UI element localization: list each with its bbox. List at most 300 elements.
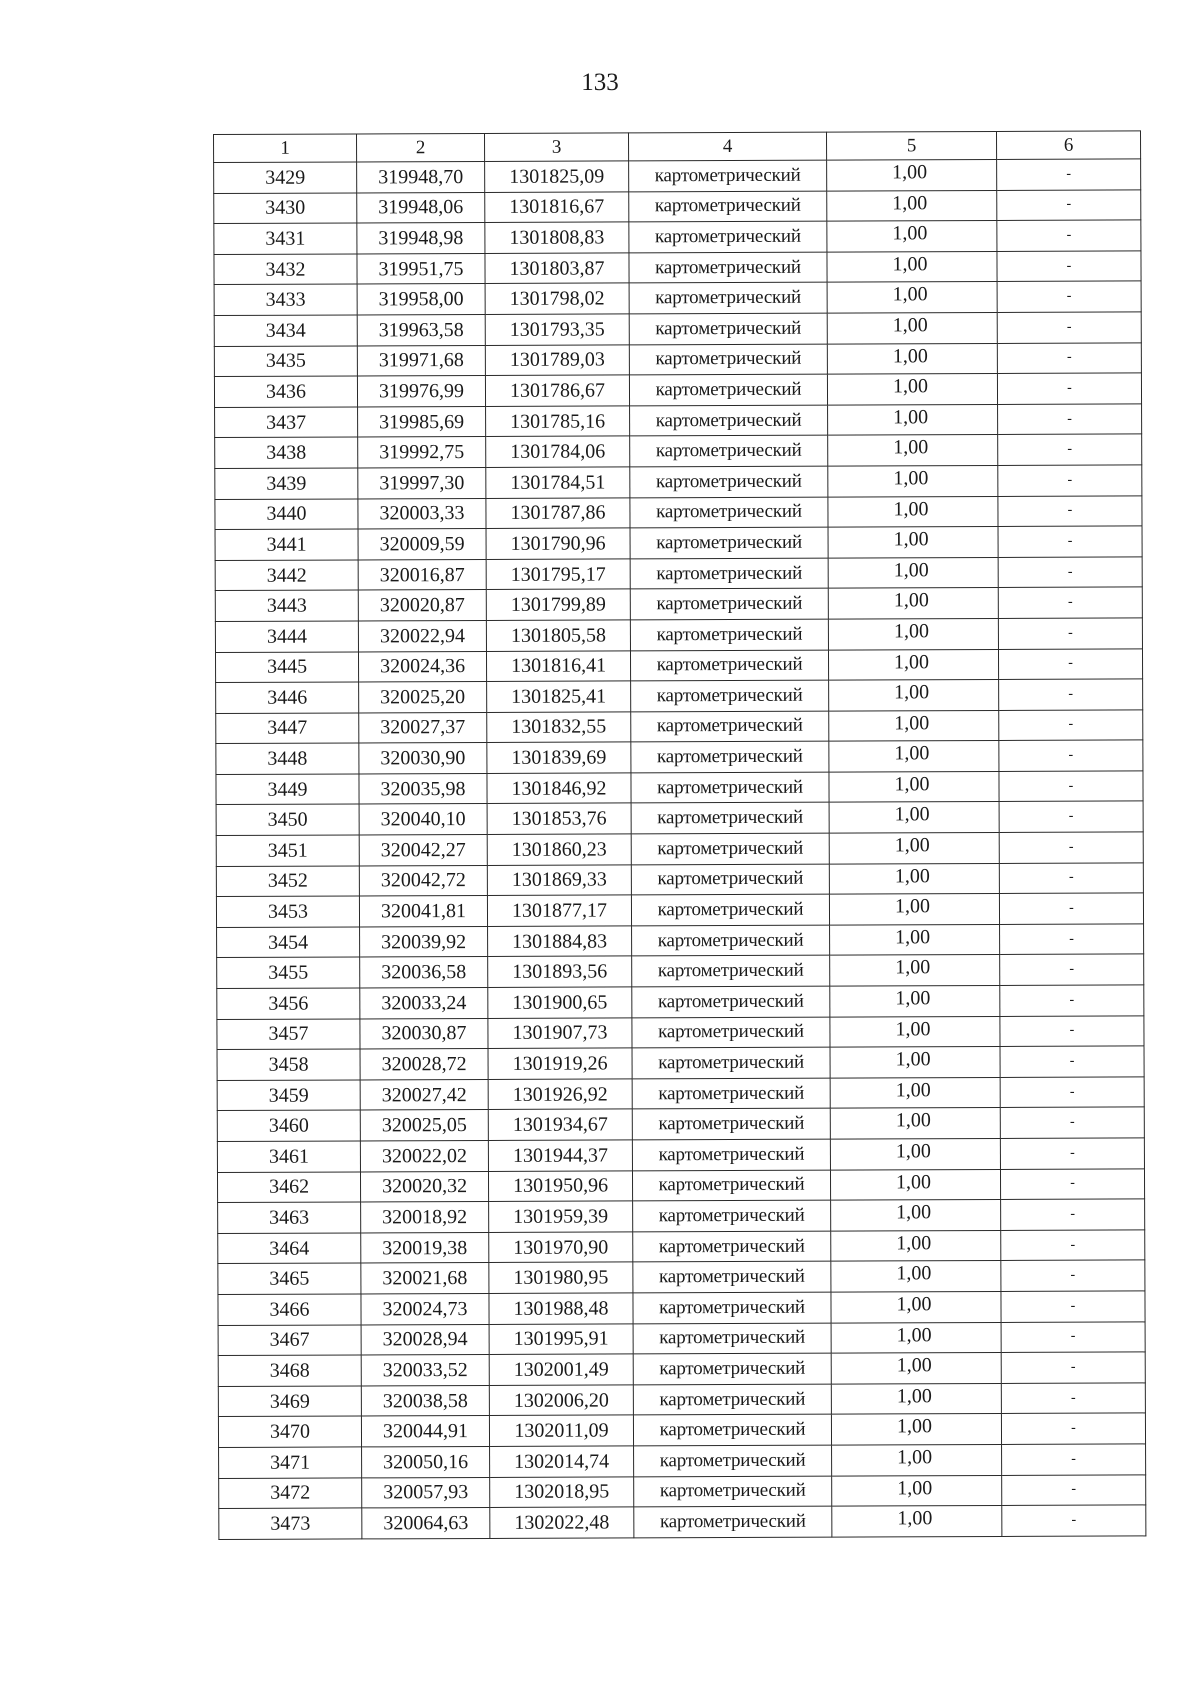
description-cell: - xyxy=(1000,1077,1144,1108)
description-cell: - xyxy=(998,648,1142,679)
table-row xyxy=(216,740,1143,774)
point-number-cell: 3440 xyxy=(215,498,358,529)
method-cell: картометрический xyxy=(630,650,828,681)
accuracy-cell: 1,00 xyxy=(831,1383,1001,1414)
description-cell: - xyxy=(999,710,1143,741)
method-cell: картометрический xyxy=(629,313,827,344)
accuracy-cell: 1,00 xyxy=(827,343,997,374)
x-coordinate-cell: 320030,90 xyxy=(359,743,487,774)
table-row xyxy=(218,1199,1145,1233)
y-coordinate-cell: 1301853,76 xyxy=(487,803,631,834)
x-coordinate-cell: 319985,69 xyxy=(358,406,486,437)
method-cell: картометрический xyxy=(633,1231,831,1262)
table-row xyxy=(216,710,1143,744)
x-coordinate-cell: 320039,92 xyxy=(360,926,488,957)
description-cell: - xyxy=(1001,1260,1145,1291)
point-number-cell: 3465 xyxy=(218,1263,361,1294)
x-coordinate-cell: 320024,73 xyxy=(361,1293,489,1324)
accuracy-cell: 1,00 xyxy=(830,1169,1000,1200)
table-row xyxy=(217,1138,1144,1172)
accuracy-cell: 1,00 xyxy=(830,955,1000,986)
method-cell: картометрический xyxy=(629,221,827,252)
accuracy-cell: 1,00 xyxy=(828,435,998,466)
coordinates-table xyxy=(213,130,1146,1539)
table-row xyxy=(218,1321,1145,1355)
x-coordinate-cell: 320030,87 xyxy=(360,1018,488,1049)
y-coordinate-cell: 1301816,41 xyxy=(486,650,630,681)
x-coordinate-cell: 319951,75 xyxy=(357,253,485,284)
accuracy-cell: 1,00 xyxy=(831,1291,1001,1322)
column-header-1: 1 xyxy=(214,134,357,163)
y-coordinate-cell: 1301846,92 xyxy=(487,773,631,804)
accuracy-cell: 1,00 xyxy=(827,159,997,190)
x-coordinate-cell: 320057,93 xyxy=(362,1477,490,1508)
point-number-cell: 3470 xyxy=(218,1416,361,1447)
point-number-cell: 3436 xyxy=(214,376,357,407)
y-coordinate-cell: 1302022,48 xyxy=(490,1507,634,1538)
y-coordinate-cell: 1301877,17 xyxy=(487,895,631,926)
accuracy-cell: 1,00 xyxy=(827,190,997,221)
x-coordinate-cell: 320038,58 xyxy=(361,1385,489,1416)
method-cell: картометрический xyxy=(631,833,829,864)
method-cell: картометрический xyxy=(632,1047,830,1078)
y-coordinate-cell: 1301787,86 xyxy=(486,497,630,528)
method-cell: картометрический xyxy=(634,1506,832,1537)
x-coordinate-cell: 320027,42 xyxy=(360,1079,488,1110)
method-cell: картометрический xyxy=(631,803,829,834)
x-coordinate-cell: 319958,00 xyxy=(357,284,485,315)
y-coordinate-cell: 1301950,96 xyxy=(488,1170,632,1201)
y-coordinate-cell: 1301799,89 xyxy=(486,589,630,620)
y-coordinate-cell: 1301860,23 xyxy=(487,834,631,865)
method-cell: картометрический xyxy=(633,1292,831,1323)
method-cell: картометрический xyxy=(630,527,828,558)
table-row xyxy=(216,679,1143,713)
table-row xyxy=(217,1169,1144,1203)
description-cell: - xyxy=(998,587,1142,618)
x-coordinate-cell: 319976,99 xyxy=(357,376,485,407)
description-cell: - xyxy=(1001,1199,1145,1230)
y-coordinate-cell: 1301869,33 xyxy=(487,865,631,896)
point-number-cell: 3445 xyxy=(215,651,358,682)
description-cell: - xyxy=(997,281,1141,312)
x-coordinate-cell: 320027,37 xyxy=(359,712,487,743)
description-cell: - xyxy=(999,740,1143,771)
table-row xyxy=(215,526,1142,560)
point-number-cell: 3469 xyxy=(218,1386,361,1417)
table-row xyxy=(217,924,1144,958)
y-coordinate-cell: 1301803,87 xyxy=(485,253,629,284)
y-coordinate-cell: 1301808,83 xyxy=(485,222,629,253)
y-coordinate-cell: 1302001,49 xyxy=(489,1354,633,1385)
y-coordinate-cell: 1301919,26 xyxy=(488,1048,632,1079)
description-cell: - xyxy=(1001,1321,1145,1352)
method-cell: картометрический xyxy=(630,619,828,650)
method-cell: картометрический xyxy=(630,497,828,528)
method-cell: картометрический xyxy=(630,588,828,619)
accuracy-cell: 1,00 xyxy=(831,1261,1001,1292)
description-cell: - xyxy=(1002,1474,1146,1505)
method-cell: картометрический xyxy=(630,558,828,589)
x-coordinate-cell: 320020,87 xyxy=(358,590,486,621)
x-coordinate-cell: 319948,06 xyxy=(357,192,485,223)
x-coordinate-cell: 320028,72 xyxy=(360,1049,488,1080)
x-coordinate-cell: 320019,38 xyxy=(361,1232,489,1263)
table-row xyxy=(219,1444,1146,1478)
y-coordinate-cell: 1301959,39 xyxy=(489,1201,633,1232)
x-coordinate-cell: 319948,98 xyxy=(357,223,485,254)
accuracy-cell: 1,00 xyxy=(829,710,999,741)
accuracy-cell: 1,00 xyxy=(830,1047,1000,1078)
table-row xyxy=(215,648,1142,682)
y-coordinate-cell: 1302011,09 xyxy=(489,1415,633,1446)
x-coordinate-cell: 320041,81 xyxy=(359,896,487,927)
y-coordinate-cell: 1302006,20 xyxy=(489,1385,633,1416)
table-row xyxy=(214,281,1141,315)
method-cell: картометрический xyxy=(633,1200,831,1231)
x-coordinate-cell: 319992,75 xyxy=(358,437,486,468)
x-coordinate-cell: 320016,87 xyxy=(358,559,486,590)
table-row xyxy=(217,985,1144,1019)
y-coordinate-cell: 1301825,41 xyxy=(487,681,631,712)
method-cell: картометрический xyxy=(631,864,829,895)
description-cell: - xyxy=(1000,924,1144,955)
point-number-cell: 3461 xyxy=(217,1141,360,1172)
description-cell: - xyxy=(998,557,1142,588)
method-cell: картометрический xyxy=(632,1078,830,1109)
table-row xyxy=(216,771,1143,805)
point-number-cell: 3431 xyxy=(214,223,357,254)
description-cell: - xyxy=(997,220,1141,251)
method-cell: картометрический xyxy=(634,1445,832,1476)
table-row xyxy=(215,557,1142,591)
table-row xyxy=(214,159,1141,193)
x-coordinate-cell: 320020,32 xyxy=(360,1171,488,1202)
point-number-cell: 3446 xyxy=(216,682,359,713)
point-number-cell: 3443 xyxy=(215,590,358,621)
y-coordinate-cell: 1301816,67 xyxy=(485,191,629,222)
description-cell: - xyxy=(1000,1046,1144,1077)
x-coordinate-cell: 320024,36 xyxy=(358,651,486,682)
y-coordinate-cell: 1301789,03 xyxy=(485,344,629,375)
description-cell: - xyxy=(1000,1016,1144,1047)
point-number-cell: 3452 xyxy=(216,866,359,897)
accuracy-cell: 1,00 xyxy=(830,986,1000,1017)
point-number-cell: 3457 xyxy=(217,1019,360,1050)
y-coordinate-cell: 1301790,96 xyxy=(486,528,630,559)
description-cell: - xyxy=(998,465,1142,496)
point-number-cell: 3437 xyxy=(215,407,358,438)
description-cell: - xyxy=(998,618,1142,649)
table-body xyxy=(214,159,1146,1539)
description-cell: - xyxy=(997,312,1141,343)
method-cell: картометрический xyxy=(631,772,829,803)
method-cell: картометрический xyxy=(630,435,828,466)
x-coordinate-cell: 319997,30 xyxy=(358,467,486,498)
description-cell: - xyxy=(998,404,1142,435)
description-cell: - xyxy=(1002,1505,1146,1536)
description-cell: - xyxy=(997,251,1141,282)
description-cell: - xyxy=(999,801,1143,832)
table-row xyxy=(218,1260,1145,1294)
description-cell: - xyxy=(1001,1383,1145,1414)
point-number-cell: 3455 xyxy=(217,957,360,988)
table-row xyxy=(216,863,1143,897)
point-number-cell: 3429 xyxy=(214,162,357,193)
accuracy-cell: 1,00 xyxy=(832,1475,1002,1506)
y-coordinate-cell: 1302014,74 xyxy=(490,1446,634,1477)
table-row xyxy=(214,251,1141,285)
table-row xyxy=(217,1016,1144,1050)
accuracy-cell: 1,00 xyxy=(829,741,999,772)
x-coordinate-cell: 320042,27 xyxy=(359,835,487,866)
description-cell: - xyxy=(1000,1107,1144,1138)
y-coordinate-cell: 1301784,06 xyxy=(486,436,630,467)
method-cell: картометрический xyxy=(629,283,827,314)
y-coordinate-cell: 1301784,51 xyxy=(486,467,630,498)
method-cell: картометрический xyxy=(633,1262,831,1293)
accuracy-cell: 1,00 xyxy=(829,833,999,864)
accuracy-cell: 1,00 xyxy=(827,221,997,252)
column-header-4: 4 xyxy=(628,132,826,161)
point-number-cell: 3447 xyxy=(216,713,359,744)
accuracy-cell: 1,00 xyxy=(829,802,999,833)
table-row xyxy=(218,1230,1145,1264)
y-coordinate-cell: 1301884,83 xyxy=(488,926,632,957)
column-header-6: 6 xyxy=(996,131,1140,160)
description-cell: - xyxy=(1000,1169,1144,1200)
table-row xyxy=(215,404,1142,438)
y-coordinate-cell: 1301900,65 xyxy=(488,987,632,1018)
point-number-cell: 3462 xyxy=(217,1172,360,1203)
y-coordinate-cell: 1301795,17 xyxy=(486,559,630,590)
method-cell: картометрический xyxy=(632,956,830,987)
accuracy-cell: 1,00 xyxy=(828,404,998,435)
point-number-cell: 3439 xyxy=(215,468,358,499)
table-row xyxy=(217,1046,1144,1080)
x-coordinate-cell: 320042,72 xyxy=(359,865,487,896)
accuracy-cell: 1,00 xyxy=(831,1414,1001,1445)
y-coordinate-cell: 1301988,48 xyxy=(489,1293,633,1324)
x-coordinate-cell: 319963,58 xyxy=(357,314,485,345)
method-cell: картометрический xyxy=(632,1017,830,1048)
description-cell: - xyxy=(997,159,1141,190)
table-row xyxy=(215,495,1142,529)
point-number-cell: 3444 xyxy=(215,621,358,652)
description-cell: - xyxy=(997,373,1141,404)
accuracy-cell: 1,00 xyxy=(831,1200,1001,1231)
table-row xyxy=(215,618,1142,652)
point-number-cell: 3448 xyxy=(216,743,359,774)
x-coordinate-cell: 320021,68 xyxy=(361,1263,489,1294)
y-coordinate-cell: 1302018,95 xyxy=(490,1476,634,1507)
accuracy-cell: 1,00 xyxy=(832,1444,1002,1475)
point-number-cell: 3471 xyxy=(219,1447,362,1478)
table-row xyxy=(214,342,1141,376)
x-coordinate-cell: 320050,16 xyxy=(362,1446,490,1477)
accuracy-cell: 1,00 xyxy=(828,649,998,680)
point-number-cell: 3434 xyxy=(214,315,357,346)
point-number-cell: 3464 xyxy=(218,1233,361,1264)
table-row xyxy=(217,1107,1144,1141)
accuracy-cell: 1,00 xyxy=(830,924,1000,955)
table-row xyxy=(216,893,1143,927)
point-number-cell: 3456 xyxy=(217,988,360,1019)
table-row xyxy=(214,312,1141,346)
page-number: 133 xyxy=(581,69,619,96)
y-coordinate-cell: 1301785,16 xyxy=(486,406,630,437)
point-number-cell: 3435 xyxy=(214,346,357,377)
table-row xyxy=(215,434,1142,468)
point-number-cell: 3453 xyxy=(216,896,359,927)
method-cell: картометрический xyxy=(634,1476,832,1507)
accuracy-cell: 1,00 xyxy=(828,618,998,649)
table-row xyxy=(218,1352,1145,1386)
x-coordinate-cell: 320028,94 xyxy=(361,1324,489,1355)
point-number-cell: 3467 xyxy=(218,1325,361,1356)
y-coordinate-cell: 1301980,95 xyxy=(489,1262,633,1293)
method-cell: картометрический xyxy=(632,1139,830,1170)
point-number-cell: 3460 xyxy=(217,1110,360,1141)
table-row xyxy=(218,1291,1145,1325)
method-cell: картометрический xyxy=(630,466,828,497)
accuracy-cell: 1,00 xyxy=(832,1506,1002,1537)
accuracy-cell: 1,00 xyxy=(830,1077,1000,1108)
method-cell: картометрический xyxy=(629,252,827,283)
method-cell: картометрический xyxy=(632,925,830,956)
description-cell: - xyxy=(1000,985,1144,1016)
accuracy-cell: 1,00 xyxy=(829,680,999,711)
point-number-cell: 3451 xyxy=(216,835,359,866)
y-coordinate-cell: 1301825,09 xyxy=(485,161,629,192)
accuracy-cell: 1,00 xyxy=(829,863,999,894)
accuracy-cell: 1,00 xyxy=(828,465,998,496)
x-coordinate-cell: 320018,92 xyxy=(361,1202,489,1233)
table-row xyxy=(215,465,1142,499)
method-cell: картометрический xyxy=(629,191,827,222)
point-number-cell: 3438 xyxy=(215,437,358,468)
table-row xyxy=(218,1413,1145,1447)
description-cell: - xyxy=(1002,1444,1146,1475)
table-row xyxy=(214,220,1141,254)
accuracy-cell: 1,00 xyxy=(829,894,999,925)
accuracy-cell: 1,00 xyxy=(830,1016,1000,1047)
point-number-cell: 3458 xyxy=(217,1049,360,1080)
point-number-cell: 3472 xyxy=(219,1477,362,1508)
accuracy-cell: 1,00 xyxy=(828,496,998,527)
point-number-cell: 3450 xyxy=(216,804,359,835)
x-coordinate-cell: 320033,24 xyxy=(360,987,488,1018)
method-cell: картометрический xyxy=(633,1353,831,1384)
y-coordinate-cell: 1301944,37 xyxy=(488,1140,632,1171)
accuracy-cell: 1,00 xyxy=(827,374,997,405)
table-row xyxy=(218,1383,1145,1417)
x-coordinate-cell: 320022,02 xyxy=(360,1140,488,1171)
table-row xyxy=(214,373,1141,407)
y-coordinate-cell: 1301995,91 xyxy=(489,1323,633,1354)
x-coordinate-cell: 320009,59 xyxy=(358,529,486,560)
accuracy-cell: 1,00 xyxy=(828,588,998,619)
description-cell: - xyxy=(999,679,1143,710)
x-coordinate-cell: 320025,20 xyxy=(359,682,487,713)
description-cell: - xyxy=(999,832,1143,863)
point-number-cell: 3459 xyxy=(217,1080,360,1111)
point-number-cell: 3468 xyxy=(218,1355,361,1386)
point-number-cell: 3463 xyxy=(218,1202,361,1233)
y-coordinate-cell: 1301839,69 xyxy=(487,742,631,773)
x-coordinate-cell: 320036,58 xyxy=(360,957,488,988)
method-cell: картометрический xyxy=(631,894,829,925)
point-number-cell: 3466 xyxy=(218,1294,361,1325)
x-coordinate-cell: 320044,91 xyxy=(361,1416,489,1447)
accuracy-cell: 1,00 xyxy=(828,527,998,558)
x-coordinate-cell: 320040,10 xyxy=(359,804,487,835)
table-row xyxy=(215,587,1142,621)
description-cell: - xyxy=(998,434,1142,465)
y-coordinate-cell: 1301793,35 xyxy=(485,314,629,345)
accuracy-cell: 1,00 xyxy=(830,1138,1000,1169)
table-row xyxy=(216,832,1143,866)
point-number-cell: 3473 xyxy=(219,1508,362,1539)
point-number-cell: 3449 xyxy=(216,774,359,805)
method-cell: картометрический xyxy=(629,160,827,191)
method-cell: картометрический xyxy=(629,344,827,375)
point-number-cell: 3430 xyxy=(214,193,357,224)
description-cell: - xyxy=(999,863,1143,894)
description-cell: - xyxy=(1001,1291,1145,1322)
table-row xyxy=(219,1505,1146,1539)
y-coordinate-cell: 1301934,67 xyxy=(488,1109,632,1140)
column-header-2: 2 xyxy=(357,133,485,161)
accuracy-cell: 1,00 xyxy=(828,557,998,588)
point-number-cell: 3441 xyxy=(215,529,358,560)
y-coordinate-cell: 1301893,56 xyxy=(488,956,632,987)
accuracy-cell: 1,00 xyxy=(827,251,997,282)
y-coordinate-cell: 1301907,73 xyxy=(488,1018,632,1049)
point-number-cell: 3432 xyxy=(214,254,357,285)
x-coordinate-cell: 320022,94 xyxy=(358,620,486,651)
table-row xyxy=(219,1474,1146,1508)
column-header-5: 5 xyxy=(826,131,996,160)
method-cell: картометрический xyxy=(633,1414,831,1445)
accuracy-cell: 1,00 xyxy=(829,771,999,802)
method-cell: картометрический xyxy=(632,1170,830,1201)
description-cell: - xyxy=(1000,1138,1144,1169)
table-header-row xyxy=(214,131,1141,163)
y-coordinate-cell: 1301926,92 xyxy=(488,1079,632,1110)
method-cell: картометрический xyxy=(629,374,827,405)
accuracy-cell: 1,00 xyxy=(831,1230,1001,1261)
point-number-cell: 3433 xyxy=(214,284,357,315)
accuracy-cell: 1,00 xyxy=(831,1353,1001,1384)
accuracy-cell: 1,00 xyxy=(827,282,997,313)
y-coordinate-cell: 1301805,58 xyxy=(486,620,630,651)
x-coordinate-cell: 319948,70 xyxy=(357,161,485,192)
description-cell: - xyxy=(999,771,1143,802)
description-cell: - xyxy=(998,526,1142,557)
y-coordinate-cell: 1301786,67 xyxy=(485,375,629,406)
description-cell: - xyxy=(1001,1352,1145,1383)
method-cell: картометрический xyxy=(632,1109,830,1140)
description-cell: - xyxy=(1000,954,1144,985)
description-cell: - xyxy=(999,893,1143,924)
accuracy-cell: 1,00 xyxy=(831,1322,1001,1353)
y-coordinate-cell: 1301970,90 xyxy=(489,1232,633,1263)
method-cell: картометрический xyxy=(633,1323,831,1354)
description-cell: - xyxy=(1001,1230,1145,1261)
table-row xyxy=(217,1077,1144,1111)
x-coordinate-cell: 320025,05 xyxy=(360,1110,488,1141)
